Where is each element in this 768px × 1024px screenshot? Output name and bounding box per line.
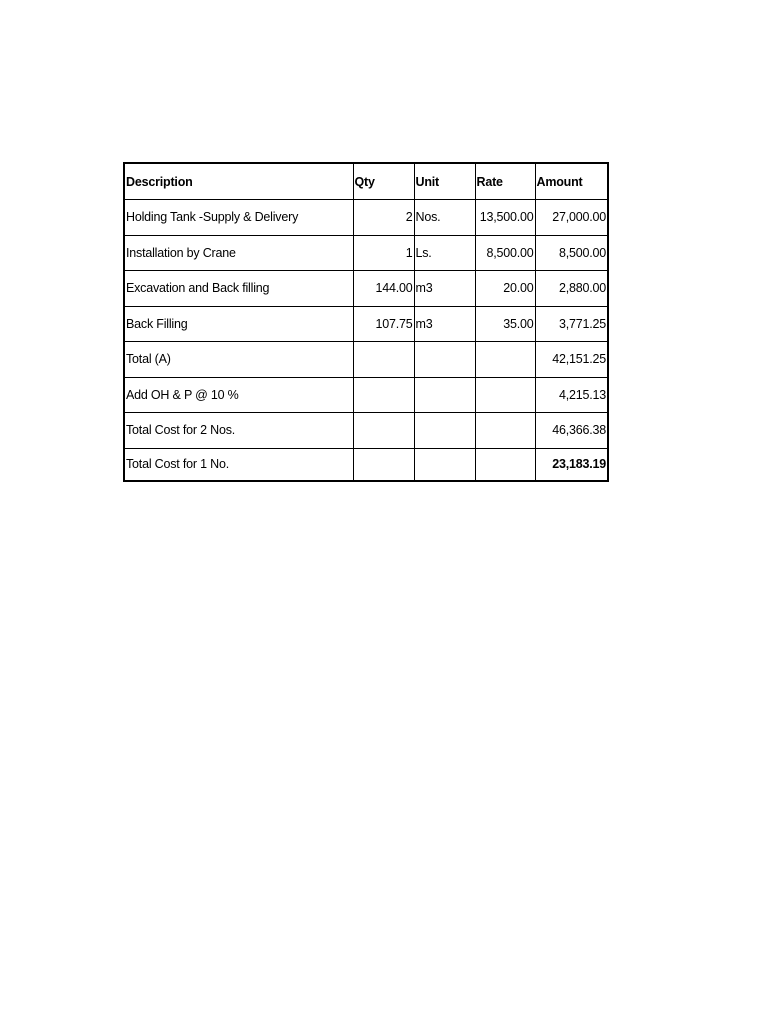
cell-qty: 144.00 xyxy=(353,271,414,307)
cell-amount: 46,366.38 xyxy=(535,413,608,449)
cell-qty: 2 xyxy=(353,200,414,236)
cell-description: Total Cost for 1 No. xyxy=(124,448,353,481)
table-row xyxy=(124,200,608,236)
cell-description: Add OH & P @ 10 % xyxy=(124,377,353,413)
cell-unit xyxy=(414,342,475,378)
cell-description: Total (A) xyxy=(124,342,353,378)
cell-unit xyxy=(414,413,475,449)
cell-unit: m3 xyxy=(414,271,475,307)
table-header-row xyxy=(124,163,608,200)
cell-amount: 27,000.00 xyxy=(535,200,608,236)
cell-rate xyxy=(475,448,535,481)
cell-qty xyxy=(353,448,414,481)
cell-qty: 1 xyxy=(353,235,414,271)
cell-unit xyxy=(414,448,475,481)
header-unit: Unit xyxy=(414,163,475,200)
cell-amount: 8,500.00 xyxy=(535,235,608,271)
cell-qty xyxy=(353,342,414,378)
cell-amount: 4,215.13 xyxy=(535,377,608,413)
cell-description: Holding Tank -Supply & Delivery xyxy=(124,200,353,236)
table-row xyxy=(124,235,608,271)
cell-description: Excavation and Back filling xyxy=(124,271,353,307)
cell-rate xyxy=(475,342,535,378)
cell-unit: Nos. xyxy=(414,200,475,236)
cell-description: Back Filling xyxy=(124,306,353,342)
cell-amount: 2,880.00 xyxy=(535,271,608,307)
cost-estimate-table xyxy=(123,162,609,482)
cell-rate: 13,500.00 xyxy=(475,200,535,236)
table-row xyxy=(124,306,608,342)
cell-amount: 3,771.25 xyxy=(535,306,608,342)
table-row xyxy=(124,271,608,307)
cell-unit: Ls. xyxy=(414,235,475,271)
table-row-total-2-nos xyxy=(124,413,608,449)
cell-rate: 8,500.00 xyxy=(475,235,535,271)
table-row-total-a xyxy=(124,342,608,378)
header-amount: Amount xyxy=(535,163,608,200)
cell-amount: 42,151.25 xyxy=(535,342,608,378)
header-description: Description xyxy=(124,163,353,200)
cell-rate: 20.00 xyxy=(475,271,535,307)
cell-rate: 35.00 xyxy=(475,306,535,342)
cell-qty: 107.75 xyxy=(353,306,414,342)
header-rate: Rate xyxy=(475,163,535,200)
table-row-overhead xyxy=(124,377,608,413)
table-row-total-1-no xyxy=(124,448,608,481)
header-qty: Qty xyxy=(353,163,414,200)
cell-unit xyxy=(414,377,475,413)
cell-unit: m3 xyxy=(414,306,475,342)
cell-amount-final: 23,183.19 xyxy=(535,448,608,481)
cell-qty xyxy=(353,377,414,413)
cell-rate xyxy=(475,377,535,413)
cell-qty xyxy=(353,413,414,449)
cell-description: Total Cost for 2 Nos. xyxy=(124,413,353,449)
cell-description: Installation by Crane xyxy=(124,235,353,271)
cell-rate xyxy=(475,413,535,449)
